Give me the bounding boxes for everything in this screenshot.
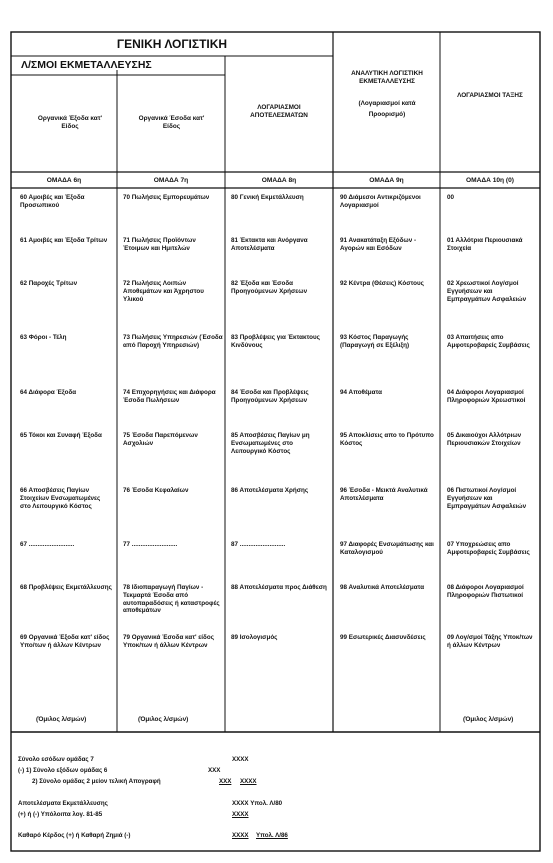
account-cell-r2-c1: 72 Πωλήσεις Λοιπών Αποθεμάτων και Άχρηστου Υλικού	[123, 280, 204, 303]
account-cell-r3-c3: 93 Κόστος Παραγωγής (Παραγωγή σε Εξέλιξη)	[340, 334, 410, 349]
account-cell-r9-c2: 89 Ισολογισμός	[231, 634, 278, 641]
account-cell-r4-c3: 94 Αποθέματα	[340, 389, 383, 396]
group-9: ΟΜΑΔΑ 9η	[369, 177, 404, 184]
account-cell-r7-c4: 07 Υποχρεώσεις απο Αμφοτεροβαρείς Συμβάσεις	[447, 541, 530, 556]
group-6: ΟΜΑΔΑ 6η	[46, 177, 82, 184]
account-cell-r5-c2: 85 Αποσβέσεις Παγίων μη Ενσωματωμένες στο Λειτουργικό Κόστος	[231, 432, 310, 455]
account-cell-r1-c4: 01 Αλλότρια Περιουσιακά Στοιχεία	[447, 237, 523, 252]
account-cell-r2-c3: 92 Κέντρα (Θέσεις) Κόστους	[340, 280, 424, 287]
account-cell-r5-c1: 75 Έσοδα Παρεπόμενων Ασχολιών	[123, 432, 198, 447]
subtitle: Λ/ΣΜΟΙ ΕΚΜΕΤΑΛΛΕΥΣΗΣ	[21, 59, 152, 71]
account-cell-r8-c2: 88 Αποτελέσματα προς Διάθεση	[231, 584, 327, 591]
account-cell-r3-c4: 03 Απαιτήσεις απο Αμφοτεροβαρείς Συμβάσεις	[447, 334, 530, 349]
account-cell-r7-c3: 97 Διαφορές Ενσωμάτωσης και Καταλογισμού	[340, 541, 434, 556]
omilos-1: (Όμιλος λ/σμών)	[36, 716, 87, 723]
account-cell-r0-c4: 00	[447, 194, 455, 201]
footer-line-2-value: XXX	[208, 767, 221, 774]
footer-line-2: (-) 1) Σύνολο εξόδων ομάδας 6	[18, 767, 108, 774]
account-cell-r5-c3: 95 Αποκλίσεις απο το Πρότυπο Κόστος	[340, 432, 434, 447]
account-cell-r8-c4: 08 Διάφοροι Λογαριασμοί Πληροφοριών Πιστωτικοί	[447, 584, 524, 599]
footer-line-4: Αποτελέσματα Εκμετάλλευσης	[18, 800, 108, 807]
footer-line-3-value-2: XXXX	[240, 778, 257, 785]
account-cell-r2-c0: 62 Παροχές Τρίτων	[20, 280, 78, 287]
account-cell-r8-c1: 78 Ιδιοπαραγωγή Παγίων - Τεκμαρτά Έσοδα από αυτοπαραδόσεις ή καταστροφές αποθεμάτων	[123, 584, 220, 615]
omilos-3: (Όμιλος λ/σμών)	[463, 716, 514, 723]
group-7: ΟΜΑΔΑ 7η	[153, 177, 189, 184]
account-cell-r6-c3: 96 Έσοδα - Μεικτά Αναλυτικά Αποτελέσματα	[340, 487, 428, 502]
account-cell-r0-c0: 60 Αμοιβές και Έξοδα Προσωπικού	[20, 194, 85, 209]
account-cell-r9-c3: 99 Εσωτερικές Διασυνδέσεις	[340, 634, 426, 641]
footer-line-6: Καθαρό Κέρδος (+) ή Καθαρή Ζημιά (-)	[18, 832, 131, 839]
footer-line-5-value: XXXX	[232, 811, 249, 818]
group-8: ΟΜΑΔΑ 8η	[261, 177, 297, 184]
account-cell-r4-c2: 84 Έσοδα και Προβλέψεις Προηγούμενων Χρήσεων	[231, 389, 309, 404]
account-cell-r9-c4: 09 Λογ/σμοί Τάξης Υποκ/των ή άλλων Κέντρων	[447, 634, 533, 649]
account-cell-r6-c0: 66 Αποσβέσεις Παγίων Στοιχείων Ενσωματωμένες στο Λειτουργικό Κόστος	[20, 487, 101, 510]
account-cell-r3-c1: 73 Πωλήσεις Υπηρεσιών (Έσοδα από Παροχή Υπηρεσιών)	[123, 334, 223, 349]
account-cell-r1-c3: 91 Ανακατάταξη Εξόδων - Αγορών και Εσόδων	[340, 237, 417, 252]
footer-line-5: (+) ή (-) Υπόλοιπα λογ. 81-85	[18, 811, 103, 818]
account-cell-r1-c0: 61 Αμοιβές και Έξοδα Τρίτων	[20, 237, 108, 244]
account-cell-r3-c0: 63 Φόροι - Τέλη	[20, 334, 67, 341]
omilos-2: (Όμιλος λ/σμών)	[138, 716, 189, 723]
account-cell-r2-c2: 82 Έξοδα και Έσοδα Προηγούμενων Χρήσεων	[231, 280, 308, 295]
col-header-analytic-sub: (Λογαριασμοί κατά Προορισμό)	[358, 100, 416, 118]
account-cell-r6-c2: 86 Αποτελέσματα Χρήσης	[231, 487, 309, 494]
footer-line-6-value: XXXX	[232, 832, 249, 839]
col-header-revenues: Οργανικά Έσοδα κατ' Είδος	[138, 115, 205, 130]
account-cell-r5-c0: 65 Τόκοι και Συναφή Έξοδα	[20, 432, 102, 439]
account-cell-r4-c1: 74 Επιχορηγήσεις και Διάφορα Έσοδα Πωλήσεων	[123, 389, 216, 404]
footer-line-3-value: XXX	[219, 778, 232, 785]
account-cell-r1-c2: 81 Έκτακτα και Ανόργανα Αποτελέσματα	[231, 237, 308, 252]
footer-line-1: Σύνολο εσόδων ομάδας 7	[18, 756, 94, 763]
account-cell-r8-c3: 98 Αναλυτικά Αποτελέσματα	[340, 584, 425, 591]
group-10: ΟΜΑΔΑ 10η (0)	[466, 177, 514, 184]
col-header-results: ΛΟΓΑΡΙΑΣΜΟΙ ΑΠΟΤΕΛΕΣΜΑΤΩΝ	[250, 104, 308, 119]
footer-line-6-value-2: Υπολ. Λ/86	[256, 832, 288, 839]
account-cell-r4-c0: 64 Διάφορα Έξοδα	[20, 389, 77, 396]
footer-line-4-value: XXXX Υπολ. Λ/80	[232, 800, 283, 807]
account-cell-r0-c2: 80 Γενική Εκμετάλλευση	[231, 194, 304, 201]
account-cell-r5-c4: 05 Δικαιούχοι Αλλότριων Περιουσιακών Στοιχείων	[447, 432, 522, 447]
account-cell-r6-c4: 06 Πιστωτικοί Λογ/σμοί Εγγυήσεων και Εμπραγμάτων Ασφαλειών	[447, 487, 527, 510]
account-cell-r9-c1: 79 Οργανικά Έσοδα κατ' είδος Υποκ/των ή άλλων Κέντρων	[123, 634, 214, 649]
title: ΓΕΝΙΚΗ ΛΟΓΙΣΤΙΚΗ	[116, 37, 228, 51]
col-header-order: ΛΟΓΑΡΙΑΣΜΟΙ ΤΑΞΗΣ	[457, 92, 523, 99]
account-cell-r4-c4: 04 Διάφοροι Λογαριασμοί Πληροφοριών Χρεωστικοί	[447, 389, 526, 404]
account-cell-r9-c0: 69 Οργανικά Έξοδα κατ' είδος Υπο/των ή άλλων Κέντρων	[20, 634, 110, 649]
col-header-analytic: ΑΝΑΛΥΤΙΚΗ ΛΟΓΙΣΤΙΚΗ ΕΚΜΕΤΑΛΛΕΥΣΗΣ	[351, 70, 423, 85]
account-cell-r0-c3: 90 Διάμεσοι Αντικριζόμενοι Λογαριασμοί	[340, 194, 421, 209]
col-header-expenses: Οργανικά Έξοδα κατ' Είδος	[37, 115, 103, 130]
account-cell-r8-c0: 68 Προβλέψεις Εκμετάλλευσης	[20, 584, 112, 591]
footer-line-1-value: XXXX	[232, 756, 249, 763]
footer-line-3: 2) Σύνολο ομάδας 2 μείον τελική Απογραφή	[32, 778, 161, 785]
account-cell-r0-c1: 70 Πωλήσεις Εμπορευμάτων	[123, 194, 210, 201]
account-cell-r7-c2: 87 ..........................	[231, 541, 286, 548]
account-cell-r6-c1: 76 Έσοδα Κεφαλαίων	[123, 487, 189, 494]
account-cell-r1-c1: 71 Πωλήσεις Προϊόντων Έτοιμων και Ημιτελών	[123, 237, 196, 252]
account-cell-r7-c0: 67 ..........................	[20, 541, 75, 548]
account-cell-r2-c4: 02 Χρεωστικοί Λογ/σμοί Εγγυήσεων και Εμπραγμάτων Ασφαλειών	[447, 280, 527, 303]
account-cell-r7-c1: 77 ..........................	[123, 541, 178, 548]
account-cell-r3-c2: 83 Προβλέψεις για Έκτακτους Κινδύνους	[231, 334, 320, 349]
